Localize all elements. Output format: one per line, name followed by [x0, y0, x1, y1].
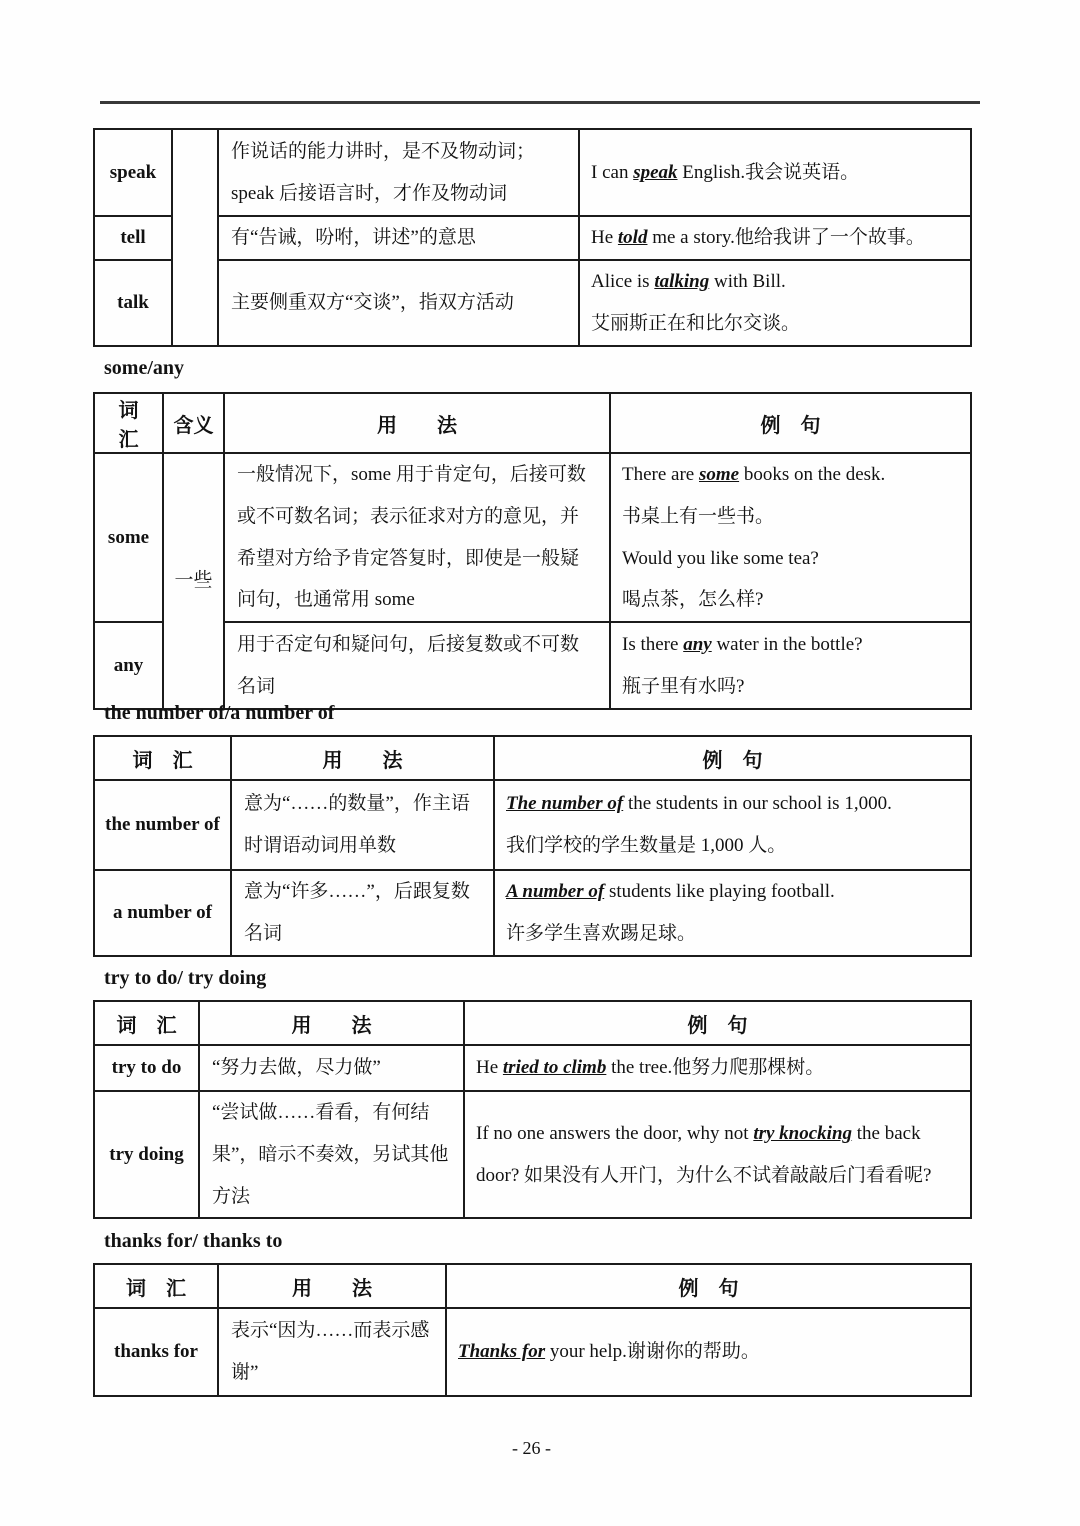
usage-cell: 作说话的能力讲时，是不及物动词；speak 后接语言时，才作及物动词 — [218, 129, 579, 216]
usage-cell: “努力去做，尽力做” — [199, 1045, 464, 1091]
table-header-row — [94, 393, 971, 453]
emphasized-term: speak — [633, 161, 678, 183]
example-text: the back door? 如果没有人开门，为什么不试着敲敲后门看看呢? — [476, 1122, 932, 1186]
example-cell — [579, 216, 971, 260]
word-cell: any — [94, 622, 163, 709]
column-header-word: 词 汇 — [94, 1001, 199, 1045]
example-text: the students in our school is 1,000. — [623, 793, 892, 815]
usage-cell: 一般情况下，some 用于肯定句，后接可数或不可数名词；表示征求对方的意见，并希望对方给予肯定答复时，即使是一般疑问句，也通常用 some — [224, 453, 610, 622]
column-header-meaning: 含义 — [163, 393, 224, 453]
column-header-example: 例 句 — [464, 1001, 971, 1045]
table-row — [94, 260, 971, 346]
emphasized-term: Thanks for — [458, 1341, 546, 1363]
example-line — [622, 579, 959, 621]
example-line — [622, 496, 959, 538]
try-table — [93, 1000, 972, 1219]
example-cell — [610, 622, 971, 709]
example-text: 许多学生喜欢踢足球。 — [506, 922, 697, 944]
example-line — [506, 825, 959, 867]
usage-cell: “尝试做……看看，有何结果”，暗示不奏效，另试其他方法 — [199, 1091, 464, 1218]
example-text: with Bill. — [709, 271, 786, 292]
example-line — [622, 666, 959, 708]
example-text: me a story.他给我讲了一个故事。 — [647, 227, 925, 248]
some-any-table — [93, 392, 972, 710]
thanks-table — [93, 1263, 972, 1397]
emphasized-term: talking — [654, 271, 710, 292]
emphasized-term: tried to climb — [502, 1057, 607, 1079]
column-header-usage: 用 法 — [231, 736, 494, 780]
example-line — [622, 538, 959, 580]
section-title: thanks for/ thanks to — [104, 1230, 283, 1252]
example-text: He — [476, 1057, 503, 1079]
example-cell — [494, 870, 971, 956]
number-of-table — [93, 735, 972, 957]
example-cell — [579, 260, 971, 346]
word-cell: try to do — [94, 1045, 199, 1091]
example-line — [458, 1331, 959, 1373]
usage-cell: 有“告诫，吩咐，讲述”的意思 — [218, 216, 579, 260]
emphasized-term: A number of — [506, 881, 605, 902]
table-row — [94, 1091, 971, 1218]
table-row — [94, 622, 971, 709]
meaning-cell-empty — [172, 129, 218, 346]
column-header-example: 例 句 — [494, 736, 971, 780]
column-header-example: 例 句 — [610, 393, 971, 453]
example-text: English.我会说英语。 — [677, 161, 860, 183]
word-cell: talk — [94, 260, 172, 346]
header-rule — [100, 101, 980, 104]
table-row — [94, 1308, 971, 1396]
section-title: try to do/ try doing — [104, 967, 267, 989]
word-cell: some — [94, 453, 163, 622]
word-cell: thanks for — [94, 1308, 218, 1396]
word-cell: tell — [94, 216, 172, 260]
example-line — [506, 783, 959, 825]
example-cell — [610, 453, 971, 622]
table-header-row — [94, 736, 971, 780]
example-text: the tree.他努力爬那棵树。 — [606, 1057, 825, 1079]
example-cell — [494, 780, 971, 870]
table-row — [94, 129, 971, 216]
example-line — [476, 1047, 959, 1089]
word-cell: try doing — [94, 1091, 199, 1218]
example-line — [591, 152, 959, 194]
page-number: - 26 - — [512, 1438, 551, 1458]
example-text: 喝点茶，怎么样? — [622, 589, 764, 611]
column-header-word: 词 汇 — [94, 393, 163, 453]
table-row — [94, 870, 971, 956]
word-cell: a number of — [94, 870, 231, 956]
example-cell — [446, 1308, 971, 1396]
example-line — [591, 217, 959, 259]
column-header-usage: 用 法 — [218, 1264, 446, 1308]
section-title: some/any — [104, 357, 184, 379]
example-line — [622, 624, 959, 666]
word-cell: the number of — [94, 780, 231, 870]
example-text: If no one answers the door, why not — [476, 1122, 754, 1144]
verb-comparison-table — [93, 128, 972, 347]
example-cell — [464, 1091, 971, 1218]
example-line — [591, 261, 959, 303]
column-header-usage: 用 法 — [199, 1001, 464, 1045]
example-text: water in the bottle? — [711, 633, 863, 655]
example-text: students like playing football. — [604, 881, 835, 902]
example-text: Is there — [622, 633, 684, 655]
table-row — [94, 453, 971, 622]
section-title: the number of/a number of — [104, 702, 335, 724]
emphasized-term: some — [699, 464, 740, 485]
example-text: 艾丽斯正在和比尔交谈。 — [591, 312, 801, 334]
example-text: your help.谢谢你的帮助。 — [545, 1341, 760, 1363]
usage-cell: 主要侧重双方“交谈”，指双方活动 — [218, 260, 579, 346]
example-line — [506, 913, 959, 955]
example-line — [476, 1113, 959, 1197]
meaning-cell: 一些 — [163, 453, 224, 709]
example-text: 书桌上有一些书。 — [622, 505, 775, 527]
emphasized-term: The number of — [506, 793, 624, 815]
example-line — [622, 454, 959, 496]
table-header-row — [94, 1264, 971, 1308]
example-text: Would you like some tea? — [622, 547, 819, 569]
example-line — [506, 871, 959, 913]
usage-cell: 意为“……的数量”，作主语时谓语动词用单数 — [231, 780, 494, 870]
example-text: There are — [622, 464, 699, 485]
example-text: Alice is — [591, 271, 655, 292]
example-text: books on the desk. — [739, 464, 886, 485]
example-cell — [579, 129, 971, 216]
emphasized-term: any — [683, 633, 712, 655]
column-header-word: 词 汇 — [94, 1264, 218, 1308]
example-text: He — [591, 227, 618, 248]
usage-cell: 表示“因为……而表示感谢” — [218, 1308, 446, 1396]
column-header-word: 词 汇 — [94, 736, 231, 780]
table-row — [94, 1045, 971, 1091]
example-cell — [464, 1045, 971, 1091]
table-header-row — [94, 1001, 971, 1045]
example-text: I can — [591, 161, 634, 183]
example-line — [591, 303, 959, 345]
table-row — [94, 216, 971, 260]
usage-cell: 用于否定句和疑问句，后接复数或不可数名词 — [224, 622, 610, 709]
example-text: 瓶子里有水吗? — [622, 675, 745, 697]
example-text: 我们学校的学生数量是 1,000 人。 — [506, 835, 787, 856]
usage-cell: 意为“许多……”，后跟复数名词 — [231, 870, 494, 956]
column-header-usage: 用 法 — [224, 393, 610, 453]
word-cell: speak — [94, 129, 172, 216]
column-header-example: 例 句 — [446, 1264, 971, 1308]
emphasized-term: told — [617, 227, 648, 248]
emphasized-term: try knocking — [753, 1122, 853, 1144]
table-row — [94, 780, 971, 870]
